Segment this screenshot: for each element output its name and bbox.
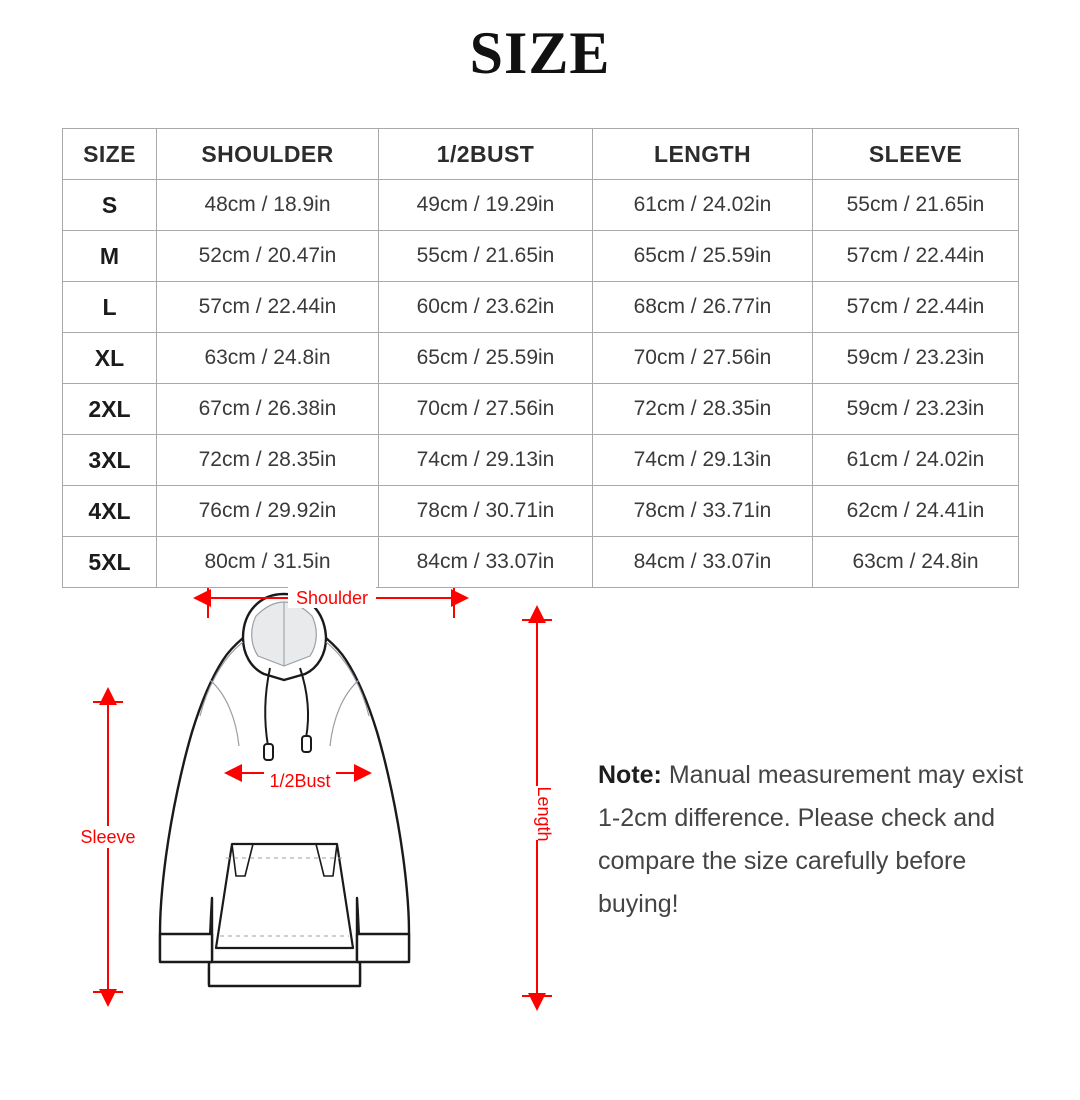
cell-shoulder: 80cm / 31.5in (157, 537, 379, 588)
cell-shoulder: 57cm / 22.44in (157, 282, 379, 333)
table-row (63, 282, 1019, 333)
table-row (63, 384, 1019, 435)
cell-shoulder: 63cm / 24.8in (157, 333, 379, 384)
hoodie-measurement-illustration (60, 576, 580, 1046)
sleeve-label: Sleeve (80, 827, 136, 847)
cell-size: L (63, 282, 157, 333)
cell-length: 68cm / 26.77in (593, 282, 813, 333)
cell-sleeve: 59cm / 23.23in (813, 333, 1019, 384)
table-row (63, 231, 1019, 282)
cell-bust: 65cm / 25.59in (379, 333, 593, 384)
cell-bust: 49cm / 19.29in (379, 180, 593, 231)
cell-bust: 78cm / 30.71in (379, 486, 593, 537)
cell-size: S (63, 180, 157, 231)
size-chart-table-container (62, 128, 1018, 588)
column-header-length: LENGTH (593, 129, 813, 180)
cell-shoulder: 72cm / 28.35in (157, 435, 379, 486)
cell-size: 2XL (63, 384, 157, 435)
note-block (598, 754, 1028, 926)
cell-length: 70cm / 27.56in (593, 333, 813, 384)
shoulder-label-text: Shoulder (295, 588, 369, 608)
table-header-row (63, 129, 1019, 180)
cell-size: 4XL (63, 486, 157, 537)
hoodie-outline (160, 638, 409, 986)
cell-shoulder: 52cm / 20.47in (157, 231, 379, 282)
cell-size: XL (63, 333, 157, 384)
cell-sleeve: 61cm / 24.02in (813, 435, 1019, 486)
cell-sleeve: 57cm / 22.44in (813, 282, 1019, 333)
column-header-sleeve: SLEEVE (813, 129, 1019, 180)
table-row (63, 486, 1019, 537)
cell-bust: 60cm / 23.62in (379, 282, 593, 333)
cell-size: 3XL (63, 435, 157, 486)
cell-size: 5XL (63, 537, 157, 588)
column-header-size: SIZE (63, 129, 157, 180)
cell-sleeve: 59cm / 23.23in (813, 384, 1019, 435)
size-chart-table (62, 128, 1019, 588)
cell-bust: 55cm / 21.65in (379, 231, 593, 282)
cell-shoulder: 76cm / 29.92in (157, 486, 379, 537)
cell-sleeve: 57cm / 22.44in (813, 231, 1019, 282)
cell-shoulder: 67cm / 26.38in (157, 384, 379, 435)
cell-length: 61cm / 24.02in (593, 180, 813, 231)
cell-size: M (63, 231, 157, 282)
length-label: Length (534, 786, 554, 842)
cell-bust: 84cm / 33.07in (379, 537, 593, 588)
cell-bust: 70cm / 27.56in (379, 384, 593, 435)
measurement-diagram-area (0, 568, 1080, 1100)
cell-sleeve: 55cm / 21.65in (813, 180, 1019, 231)
bust-label: 1/2Bust (269, 771, 331, 791)
column-header-bust: 1/2BUST (379, 129, 593, 180)
cell-length: 78cm / 33.71in (593, 486, 813, 537)
cell-bust: 74cm / 29.13in (379, 435, 593, 486)
page-title: SIZE (469, 20, 611, 86)
table-row (63, 435, 1019, 486)
cell-length: 72cm / 28.35in (593, 384, 813, 435)
cell-sleeve: 63cm / 24.8in (813, 537, 1019, 588)
note-label: Note: (598, 761, 662, 789)
column-header-shoulder: SHOULDER (157, 129, 379, 180)
cell-shoulder: 48cm / 18.9in (157, 180, 379, 231)
table-row (63, 180, 1019, 231)
cell-length: 74cm / 29.13in (593, 435, 813, 486)
note-text: Manual measurement may exist 1-2cm difference. Please check and compare the size carefully before buying! (598, 761, 1024, 918)
cell-length: 84cm / 33.07in (593, 537, 813, 588)
cell-sleeve: 62cm / 24.41in (813, 486, 1019, 537)
table-row (63, 333, 1019, 384)
cell-length: 65cm / 25.59in (593, 231, 813, 282)
